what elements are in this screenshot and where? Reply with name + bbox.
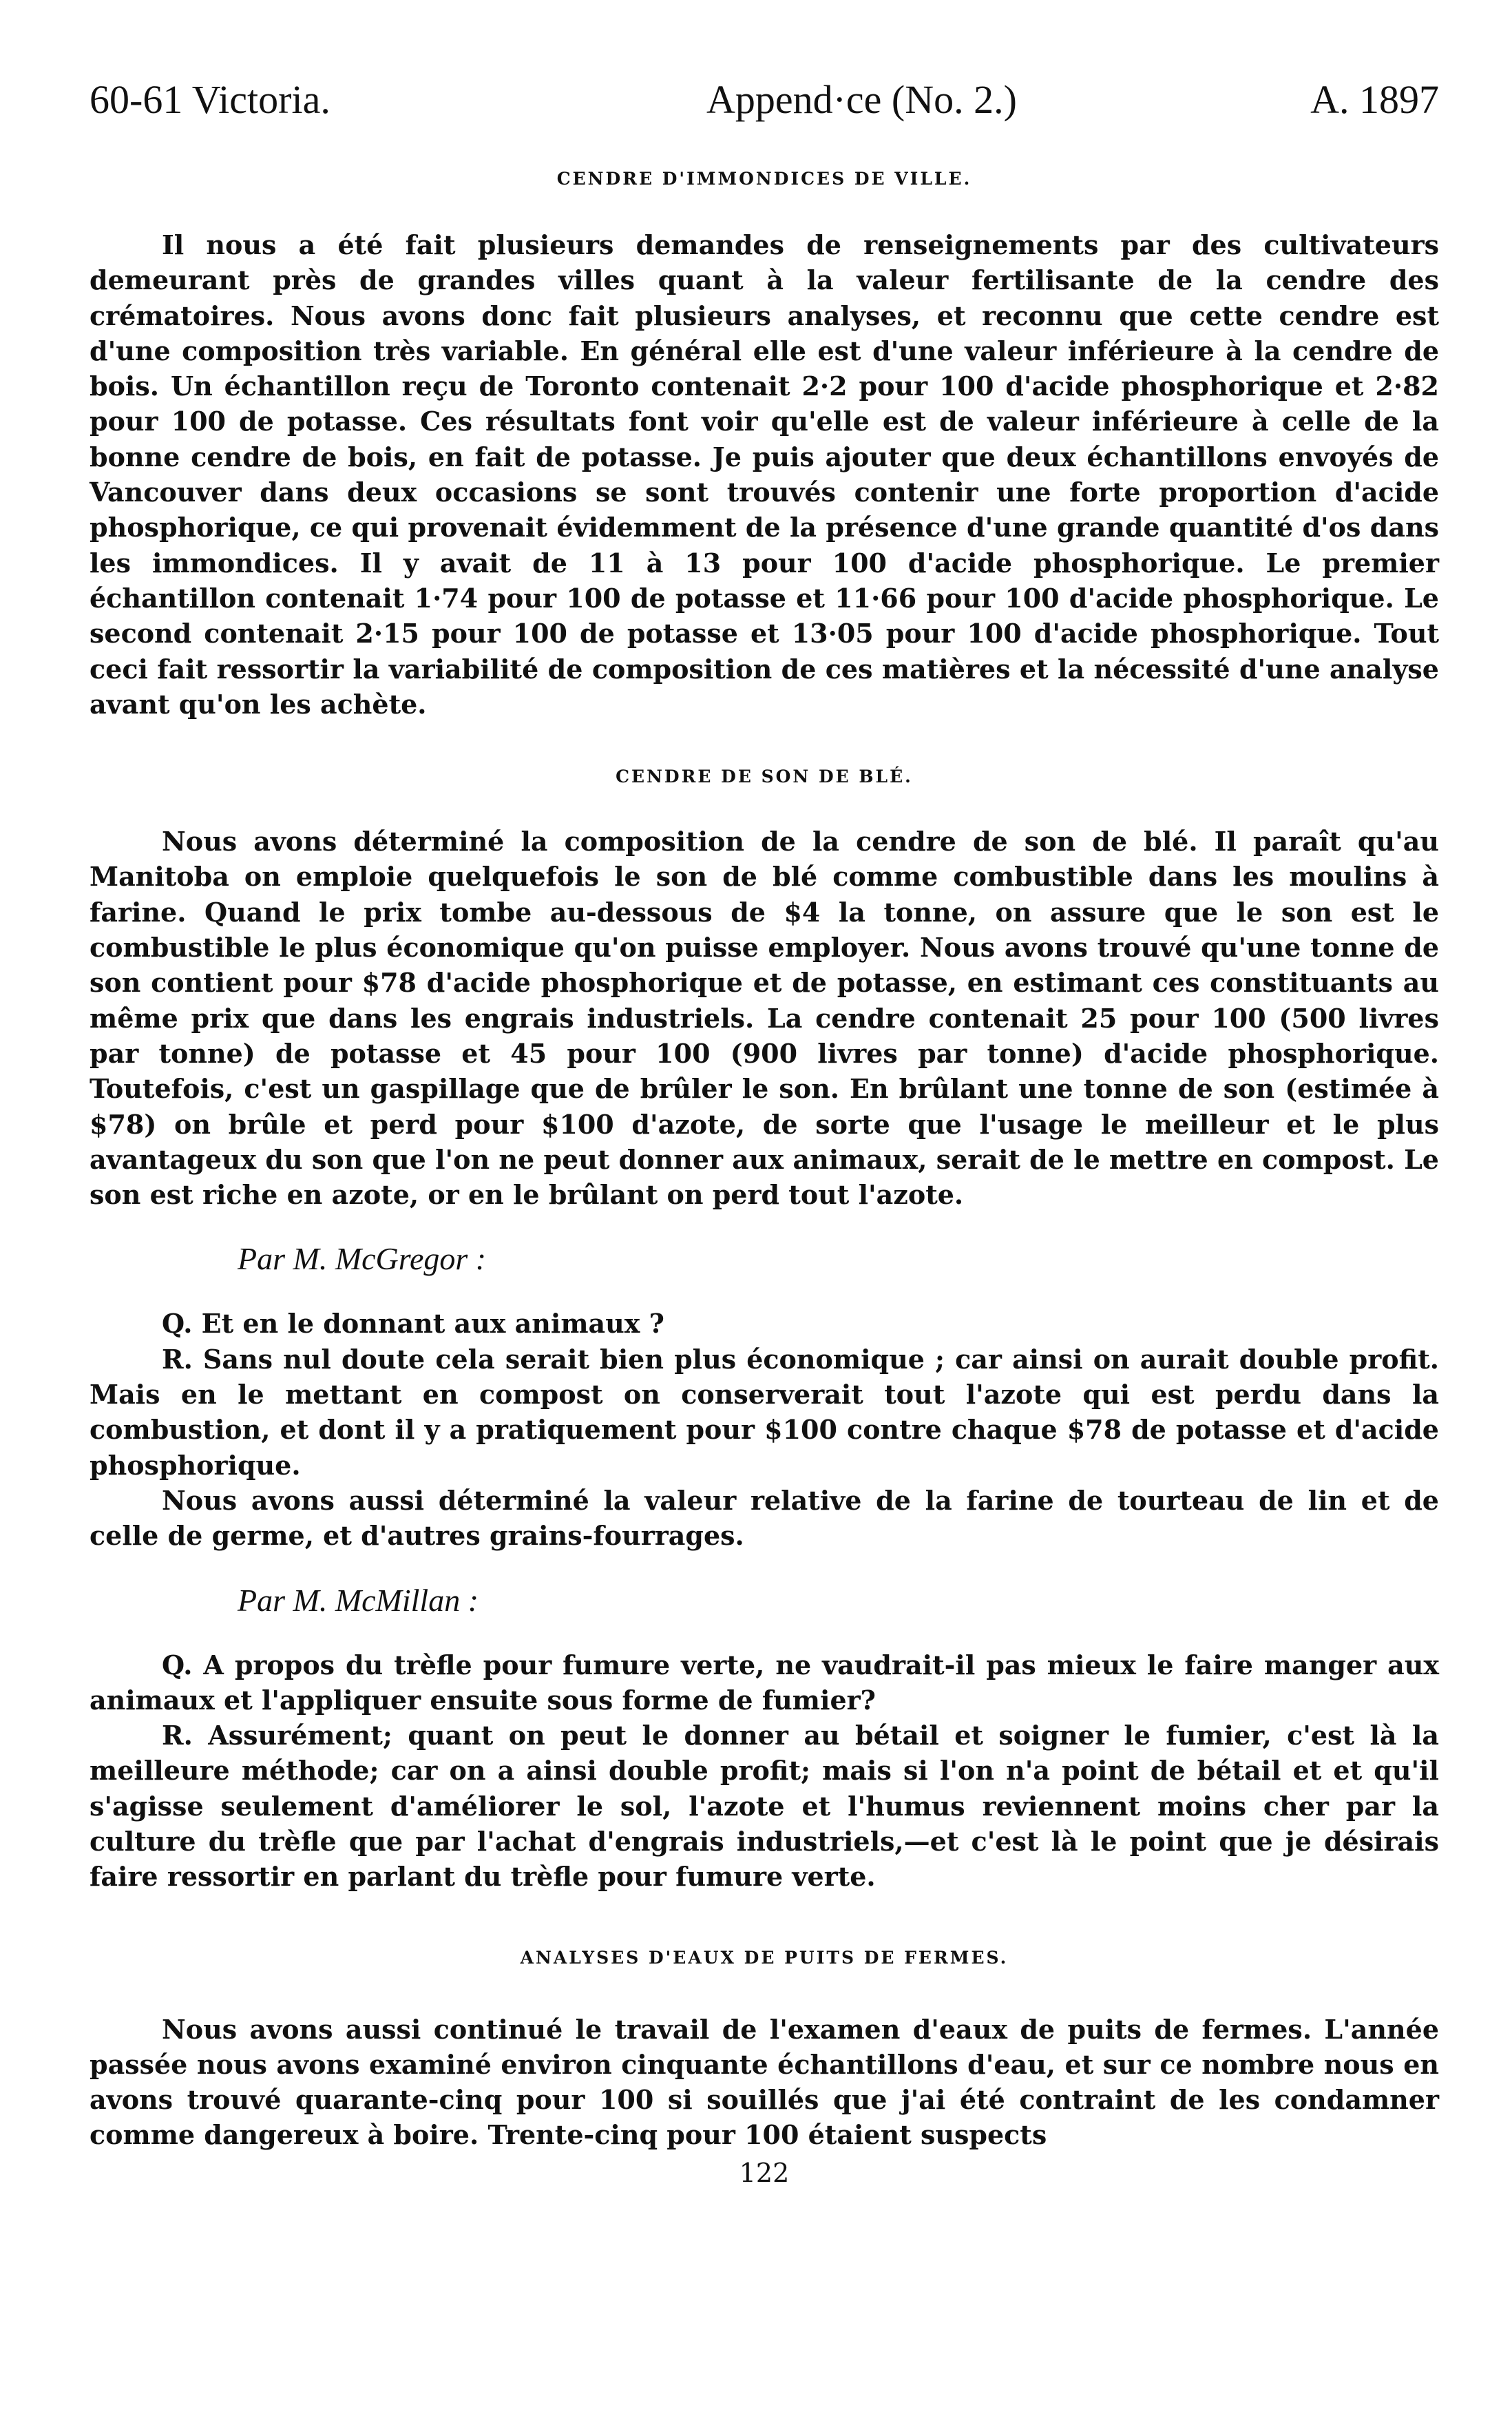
running-header (90, 76, 1439, 124)
question-mcgregor: Q. Et en le donnant aux animaux ? (162, 1308, 664, 1340)
header-appendix: Append·ce (No. 2.) (706, 77, 1017, 122)
header-session: 60-61 Victoria. (90, 77, 330, 122)
section-title-eaux-puits: ANALYSES D'EAUX DE PUITS DE FERMES. (520, 1947, 1009, 1968)
section-title-cendre-son: CENDRE DE SON DE BLÉ. (616, 767, 913, 787)
paragraph-eaux-puits: Nous avons aussi continué le travail de l'examen d'eaux de puits de fermes. L'année passée nous avons examiné environ cinquante échantillons d'eau, et sur ce nombre nous en avons trouvé quarante-cinq pour 100 si souillés que j'ai été contraint de les condamner comme dangereux à boire. Trente-cinq pour 100 étaient suspects (90, 2013, 1439, 2151)
page-number: 122 (739, 2157, 790, 2188)
document-page (90, 76, 1439, 2189)
answer-mcmillan: R. Assurément; quant on peut le donner au bétail et soigner le fumier, c'est là la meilleure méthode; car on a ainsi double profit; mais si l'on n'a point de bétail et et qu'il s'agisse seulement d'améliorer le sol, l'azote et l'humus reviennent moins cher par la culture du trèfle que par l'achat d'engrais industriels,—et c'est là le point que je désirais faire ressortir en parlant du trèfle pour fumure verte. (90, 1720, 1439, 1893)
paragraph-cendre-immondices: Il nous a été fait plusieurs demandes de renseignements par des cultivateurs demeurant près de grandes villes quant à la valeur fertilisante de la cendre des crématoires. Nous avons donc fait plusieurs analyses, et reconnu que cette cendre est d'une composition très variable. En général elle est d'une valeur inférieure à la cendre de bois. Un échantillon reçu de Toronto contenait 2·2 pour 100 d'acide phosphorique et 2·82 pour 100 de potasse. Ces résultats font voir qu'elle est de valeur inférieure à celle de la bonne cendre de bois, en fait de potasse. Je puis ajouter que deux échantillons envoyés de Vancouver dans deux occasions se sont trouvés contenir une forte proportion d'acide phosphorique, ce qui provenait évidemment de la présence d'une grande quantité d'os dans les immondices. Il y avait de 11 à 13 pour 100 d'acide phosphorique. Le premier échantillon contenait 1·74 pour 100 de potasse et 11·66 pour 100 d'acide phosphorique. Le second contenait 2·15 pour 100 de potasse et 13·05 pour 100 d'acide phosphorique. Tout ceci fait ressortir la variabilité de composition de ces matières et la nécessité d'une analyse avant qu'on les achète. (90, 229, 1439, 720)
paragraph-farine-tourteau: Nous avons aussi déterminé la valeur relative de la farine de tourteau de lin et de celle de germe, et d'autres grains-fourrages. (90, 1484, 1439, 1552)
speaker-mcmillan: Par M. McMillan : (238, 1582, 479, 1618)
question-mcmillan: Q. A propos du trèfle pour fumure verte, ne vaudrait-il pas mieux le faire manger aux animaux et l'appliquer ensuite sous forme de fumier? (90, 1649, 1439, 1716)
header-year: A. 1897 (1310, 77, 1439, 122)
speaker-mcgregor: Par M. McGregor : (238, 1241, 487, 1277)
answer-mcgregor: R. Sans nul doute cela serait bien plus économique ; car ainsi on aurait double profit. Mais en le mettant en compost on conserverait tout l'azote qui est perdu dans la combustion, et dont il y a pratiquement pour $100 contre chaque $78 de potasse et d'acide phosphorique. (90, 1343, 1439, 1481)
paragraph-cendre-son: Nous avons déterminé la composition de la cendre de son de blé. Il paraît qu'au Manitoba on emploie quelquefois le son de blé comme combustible dans les moulins à farine. Quand le prix tombe au-dessous de $4 la tonne, on assure que le son est le combustible le plus économique qu'on puisse employer. Nous avons trouvé qu'une tonne de son contient pour $78 d'acide phosphorique et de potasse, en estimant ces constituants au même prix que dans les engrais industriels. La cendre contenait 25 pour 100 (500 livres par tonne) de potasse et 45 pour 100 (900 livres par tonne) d'acide phosphorique. Toutefois, c'est un gaspillage que de brûler le son. En brûlant une tonne de son (estimée à $78) on brûle et perd pour $100 d'azote, de sorte que l'usage le meilleur et le plus avantageux du son que l'on ne peut donner aux animaux, serait de le mettre en compost. Le son est riche en azote, or en le brûlant on perd tout l'azote. (90, 826, 1439, 1211)
section-title-cendre-immondices: CENDRE D'IMMONDICES DE VILLE. (556, 169, 972, 189)
